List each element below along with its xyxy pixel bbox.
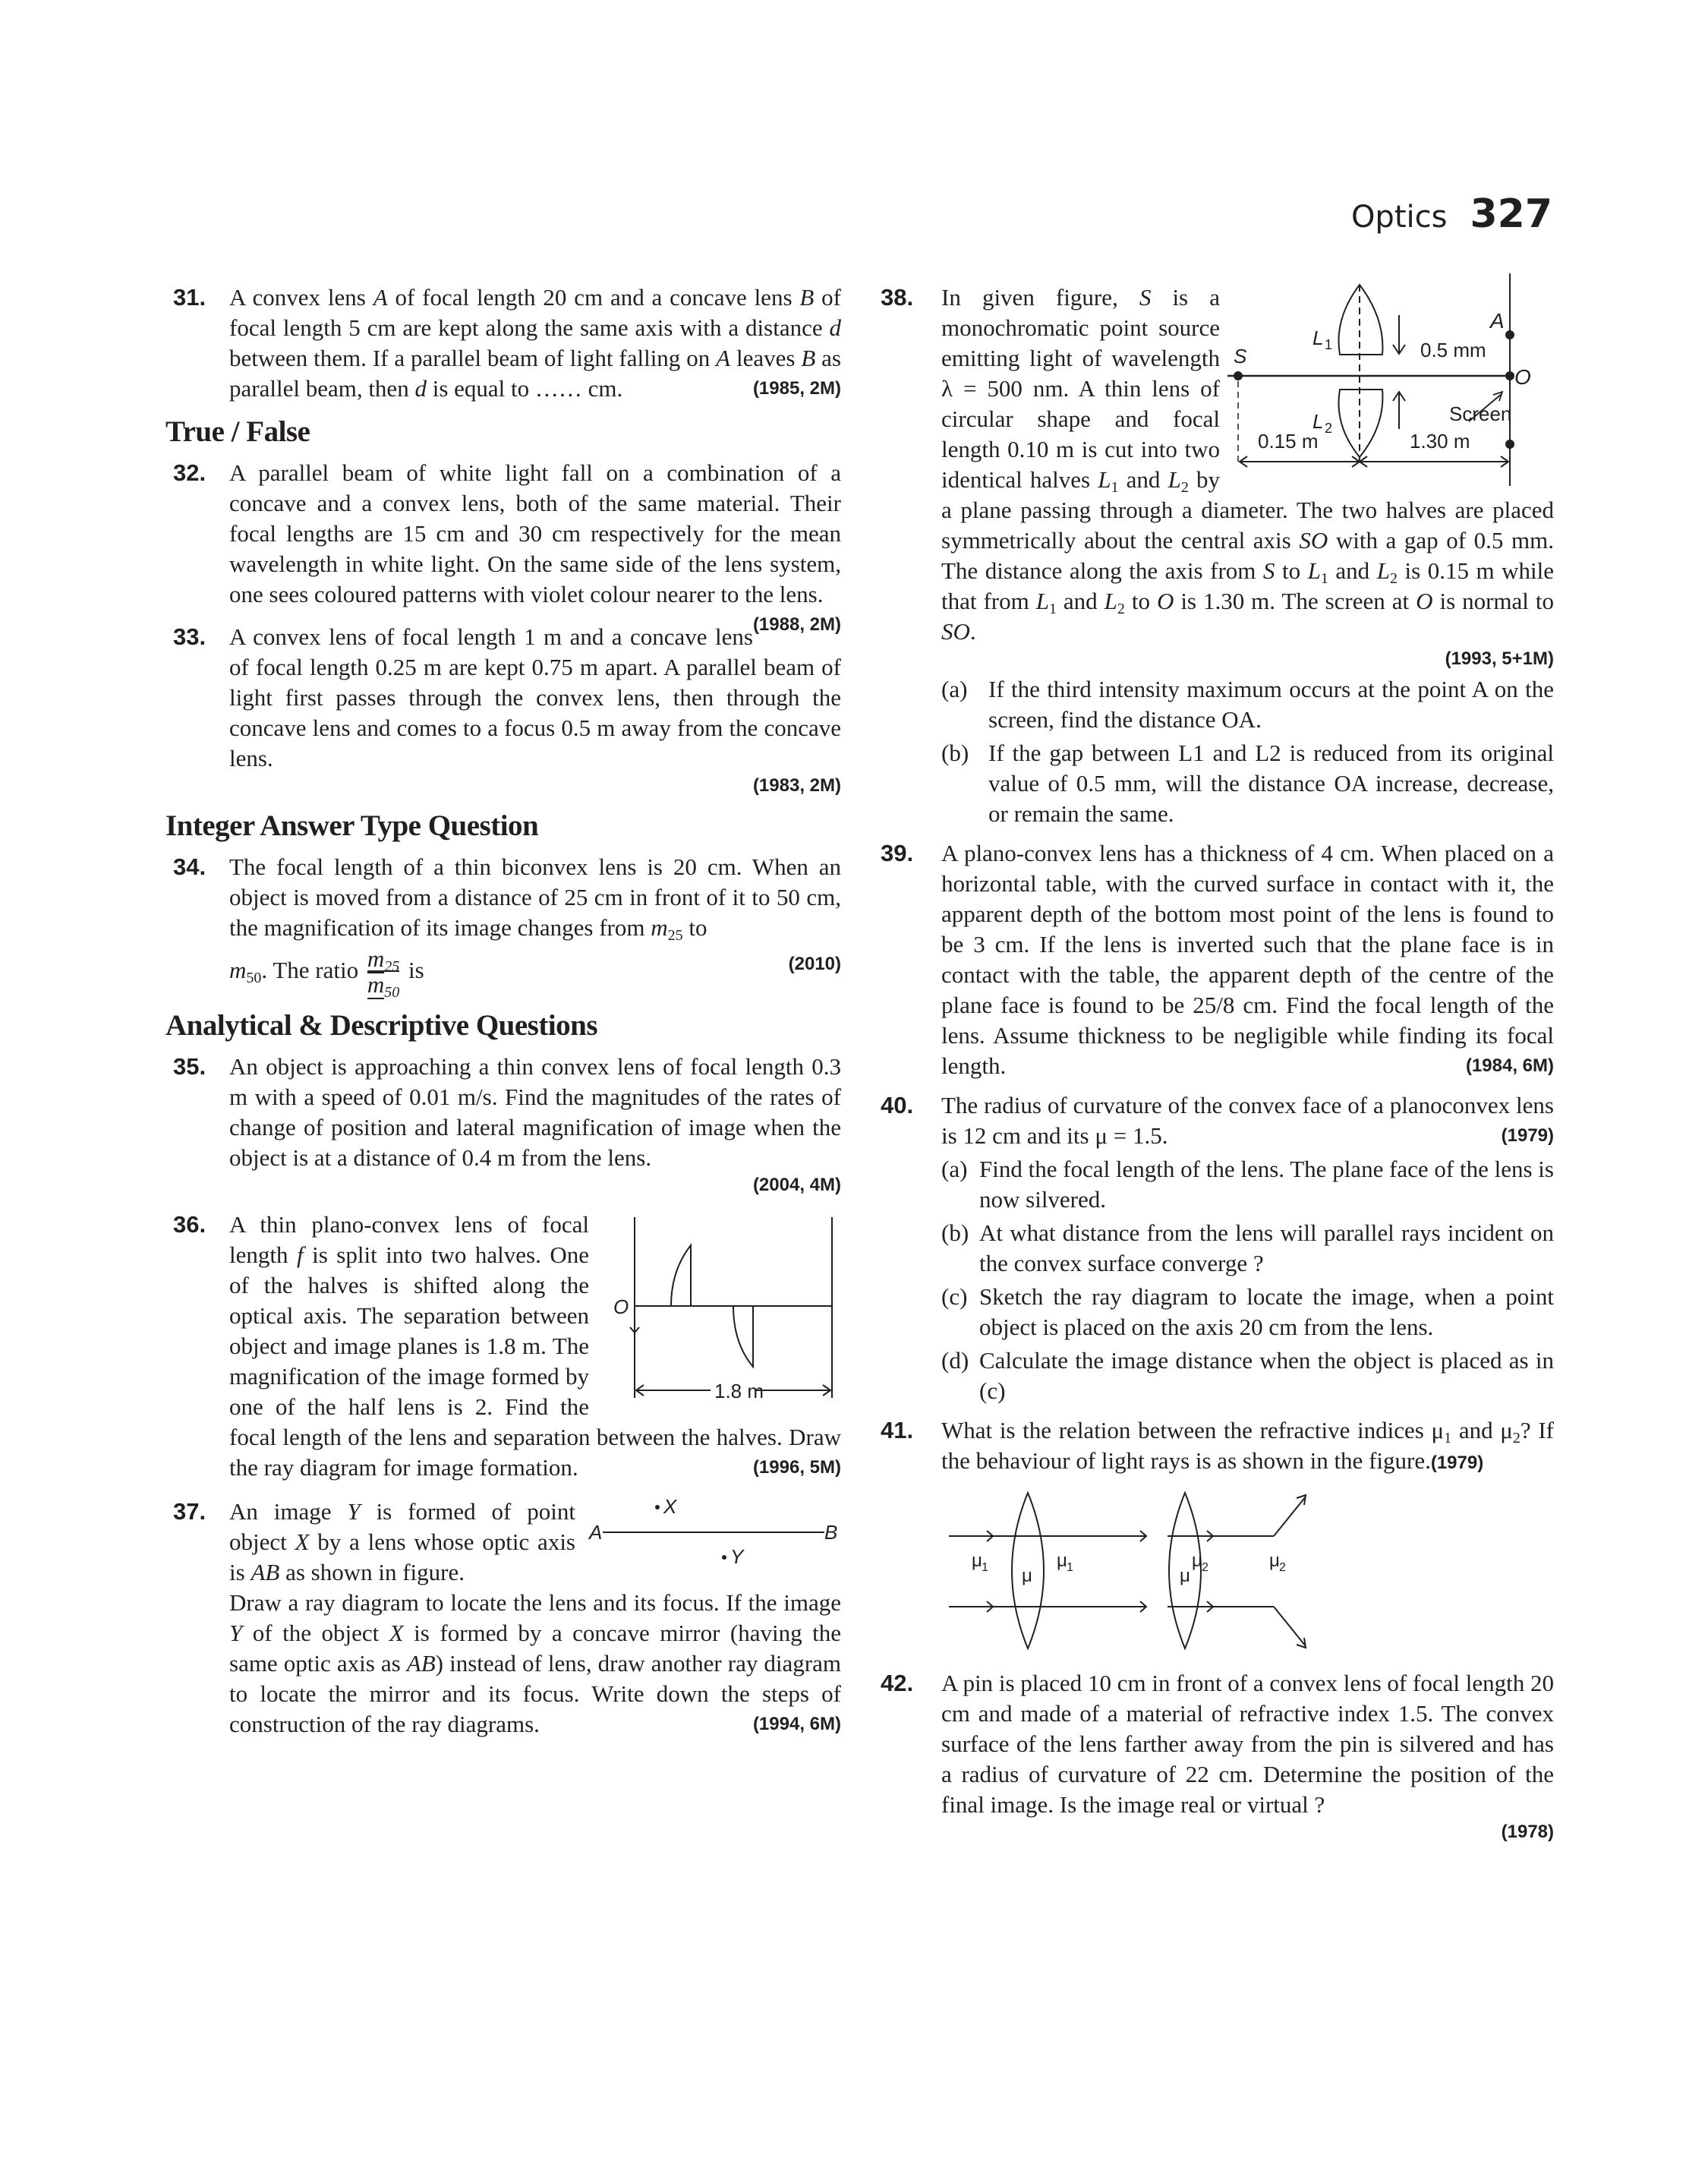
svg-text:μ: μ [1180, 1566, 1190, 1586]
svg-text:X: X [663, 1495, 677, 1518]
question-number: 40. [881, 1092, 914, 1118]
year-tag: (1979) [1501, 1125, 1554, 1146]
svg-text:L: L [1313, 327, 1324, 349]
question-number: 32. [173, 459, 206, 486]
optic-axis-figure [583, 1491, 841, 1574]
question-37: 37. X A B Y An image Y is formed of point object X by a lens whose optic axis is AB as shown in figure. Draw a ray diagram to locate the lens and its focus. If the image Y of the object X is formed by a concave mirror (having the same optic axis as AB) instead of lens, draw another ray diagram to locate the mirror and its focus. Write down the steps of construction of the ray diagrams. (1994, 6M) [165, 1497, 841, 1740]
year-tag: (1978) [1501, 1822, 1554, 1842]
question-38: 38. S O A L 1 L 2 0.5 mm Screen 0.15 m 1.30 m In given figure, S is a monochromatic point source emitting light of wavelength λ = 500 nm. A thin lens of circular shape and focal length 0.10 m is cut into two identical halves $L_1$ and $L_2$ by a plane passing through a diameter. The two halves are placed symmetrically about the central axis SO with a gap of 0.5 mm. The distance along the axis from S to $L_1$ and $L_2$ is 0.15 m while that from $L_1$ and $L_2$ to O is 1.30 m. The screen at O is normal to SO. (1993, 5+1M) (a) If the third intensity maximum occurs at the point A on the screen, find the distance OA. (b) If the gap between L1 and L2 is reduced from its original value of 0.5 mm, will the distance OA increase, decrease, or remain the same. [881, 282, 1554, 829]
svg-text:O: O [613, 1295, 629, 1318]
year-tag: (1983, 2M) [752, 775, 841, 796]
section-heading-true-false: True / False [165, 415, 310, 448]
page-header [1351, 191, 1552, 237]
question-33: 33. A convex lens of focal length 1 m and a concave lens of focal length 0.25 m are kept 0.75 m apart. A parallel beam of light first passes through the convex lens, then through the concave lens and comes to a focus 0.5 m away from the concave lens. (1983, 2M) [165, 622, 841, 798]
question-number: 31. [173, 284, 206, 311]
question-number: 33. [173, 623, 206, 650]
year-tag: (1988, 2M) [752, 614, 841, 635]
svg-text:μ: μ [1192, 1550, 1202, 1571]
year-tag: (1996, 5M) [752, 1457, 841, 1478]
svg-text:B: B [824, 1521, 838, 1544]
split-lens-interference-figure [1227, 273, 1561, 486]
question-35: 35. An object is approaching a thin convex lens of focal length 0.3 m with a speed of 0.01 m/s. Find the magnitudes of the rates of change of position and lateral magnification of image when the object is at a distance of 0.4 m from the lens. (2004, 4M) [165, 1052, 841, 1197]
question-number: 41. [881, 1417, 914, 1443]
question-36: 36. O 1.8 m A thin plano-convex lens of focal length f is split into two halves. One of the halves is shifted along the optical axis. The separation between object and image planes is 1.8 m. The magnification of the image formed by one of the half lens is 2. Find the focal length of the lens and separation between the halves. Draw the ray diagram for image formation. (1996, 5M) [165, 1210, 841, 1483]
question-number: 36. [173, 1211, 206, 1238]
svg-text:1.30 m: 1.30 m [1410, 430, 1470, 453]
chapter-title: Optics [1350, 200, 1448, 235]
section-heading-integer: Integer Answer Type Question [165, 809, 539, 842]
svg-text:2: 2 [1202, 1561, 1209, 1574]
sub-question-b: (b) If the gap between L1 and L2 is reduced from its original value of 0.5 mm, will the distance OA increase, decrease, or remain the same. [941, 740, 1554, 827]
question-34: 34. The focal length of a thin biconvex lens is 20 cm. When an object is moved from a distance of 25 cm in front of it to 50 cm, the magnification of its image changes from $m_{25}$ to $m_{50}$. The ratio $\frac{m_{25}}{m_{50}}$ is (2010) [173, 853, 841, 1001]
question-31: 31. A convex lens A of focal length 20 cm and a concave lens B of focal length 5 cm are kept along the same axis with a distance d between them. If a parallel beam of light falling on A leaves B as parallel beam, then d is equal to …… cm. (1985, 2M) [165, 282, 841, 404]
question-number: 42. [881, 1670, 914, 1696]
svg-text:L: L [1313, 410, 1324, 433]
year-tag: (1979) [1430, 1453, 1484, 1473]
svg-text:μ: μ [972, 1550, 982, 1571]
question-41: 41. What is the relation between the refractive indices $\mu_1$ and $\mu_2$? If the behaviour of light rays is as shown in the figure.(1979) μ 1 μ μ 1 μ 2 μ μ 2 [881, 1415, 1554, 1656]
sub-question-c: (c) Sketch the ray diagram to locate the image, when a point object is placed on the axis 20 cm from the lens. [941, 1283, 1554, 1340]
question-number: 37. [173, 1498, 206, 1525]
left-column [165, 282, 841, 1749]
svg-text:μ: μ [1269, 1550, 1280, 1571]
year-tag: (1985, 2M) [752, 378, 841, 399]
svg-text:1: 1 [1325, 337, 1333, 352]
svg-text:0.15 m: 0.15 m [1258, 430, 1319, 453]
svg-text:2: 2 [1279, 1561, 1286, 1574]
svg-text:S: S [1234, 345, 1247, 368]
question-number: 35. [173, 1053, 206, 1080]
question-number: 39. [881, 840, 914, 866]
question-32: 32. A parallel beam of white light fall on a combination of a concave and a convex lens, both of the same material. Their focal lengths are 15 cm and 30 cm respectively for the mean wavelength in white light. On the same side of the lens system, one sees coloured patterns with violet colour nearer to the lens. (1988, 2M) [165, 458, 841, 610]
sub-question-a: (a) Find the focal length of the lens. The plane face of the lens is now silvered. [941, 1156, 1554, 1213]
year-tag: (1994, 6M) [752, 1714, 841, 1734]
svg-text:2: 2 [1325, 421, 1333, 436]
refraction-lens-figure [926, 1489, 1503, 1656]
sub-question-d: (d) Calculate the image distance when the object is placed as in (c) [941, 1347, 1554, 1404]
svg-text:A: A [1490, 309, 1505, 333]
svg-text:μ: μ [1022, 1566, 1032, 1586]
year-tag: (2004, 4M) [752, 1175, 841, 1195]
question-42: 42. A pin is placed 10 cm in front of a convex lens of focal length 20 cm and made of a material of refractive index 1.5. The convex surface of the lens farther away from the pin is silvered and has a radius of curvature of 22 cm. Determine the position of the final image. Is the image real or virtual ? (1978) [881, 1668, 1554, 1844]
right-column [881, 282, 1554, 1853]
svg-text:μ: μ [1057, 1550, 1067, 1571]
question-number: 34. [173, 853, 206, 880]
svg-text:Y: Y [730, 1545, 744, 1568]
year-tag: (1993, 5+1M) [1445, 648, 1554, 669]
ratio-fraction: $\frac{m_{25}}{m_{50}}$ [367, 945, 400, 1001]
svg-text:0.5 mm: 0.5 mm [1420, 339, 1486, 361]
svg-text:O: O [1514, 365, 1531, 389]
svg-text:1: 1 [1067, 1561, 1073, 1574]
svg-text:Screen: Screen [1449, 402, 1512, 425]
question-39: 39. A plano-convex lens has a thickness of 4 cm. When placed on a horizontal table, with the curved surface in contact with it, the apparent depth of the bottom most point of the lens is found to be 3 cm. If the lens is inverted such that the plane face is in contact with the table, the apparent depth of the centre of the plane face is found to be 25/8 cm. Find the focal length of the lens. Assume thickness to be negligible while finding its focal length. (1984, 6M) [881, 838, 1554, 1081]
page-number: 327 [1470, 191, 1552, 237]
year-tag: (2010) [788, 954, 841, 974]
year-tag: (1984, 6M) [1465, 1055, 1554, 1076]
question-number: 38. [881, 284, 914, 311]
svg-text:1.8 m: 1.8 m [714, 1380, 764, 1399]
sub-question-b: (b) At what distance from the lens will parallel rays incident on the convex surface converge ? [941, 1219, 1554, 1276]
sub-question-a: (a) If the third intensity maximum occurs at the point A on the screen, find the distance OA. [941, 676, 1554, 733]
section-heading-analytical: Analytical & Descriptive Questions [165, 1009, 598, 1042]
split-lens-figure [604, 1202, 841, 1399]
svg-text:A: A [589, 1521, 603, 1544]
question-40: 40. The radius of curvature of the convex face of a planoconvex lens is 12 cm and its μ = 1.5. (1979) (a) Find the focal length of the lens. The plane face of the lens is now silvered. (b) At what distance from the lens will parallel rays incident on the convex surface converge ? (c) Sketch the ray diagram to locate the image, when a point object is placed on the axis 20 cm from the lens. (d) Calculate the image distance when the object is placed as in (c) [881, 1090, 1554, 1406]
svg-text:1: 1 [982, 1561, 988, 1574]
